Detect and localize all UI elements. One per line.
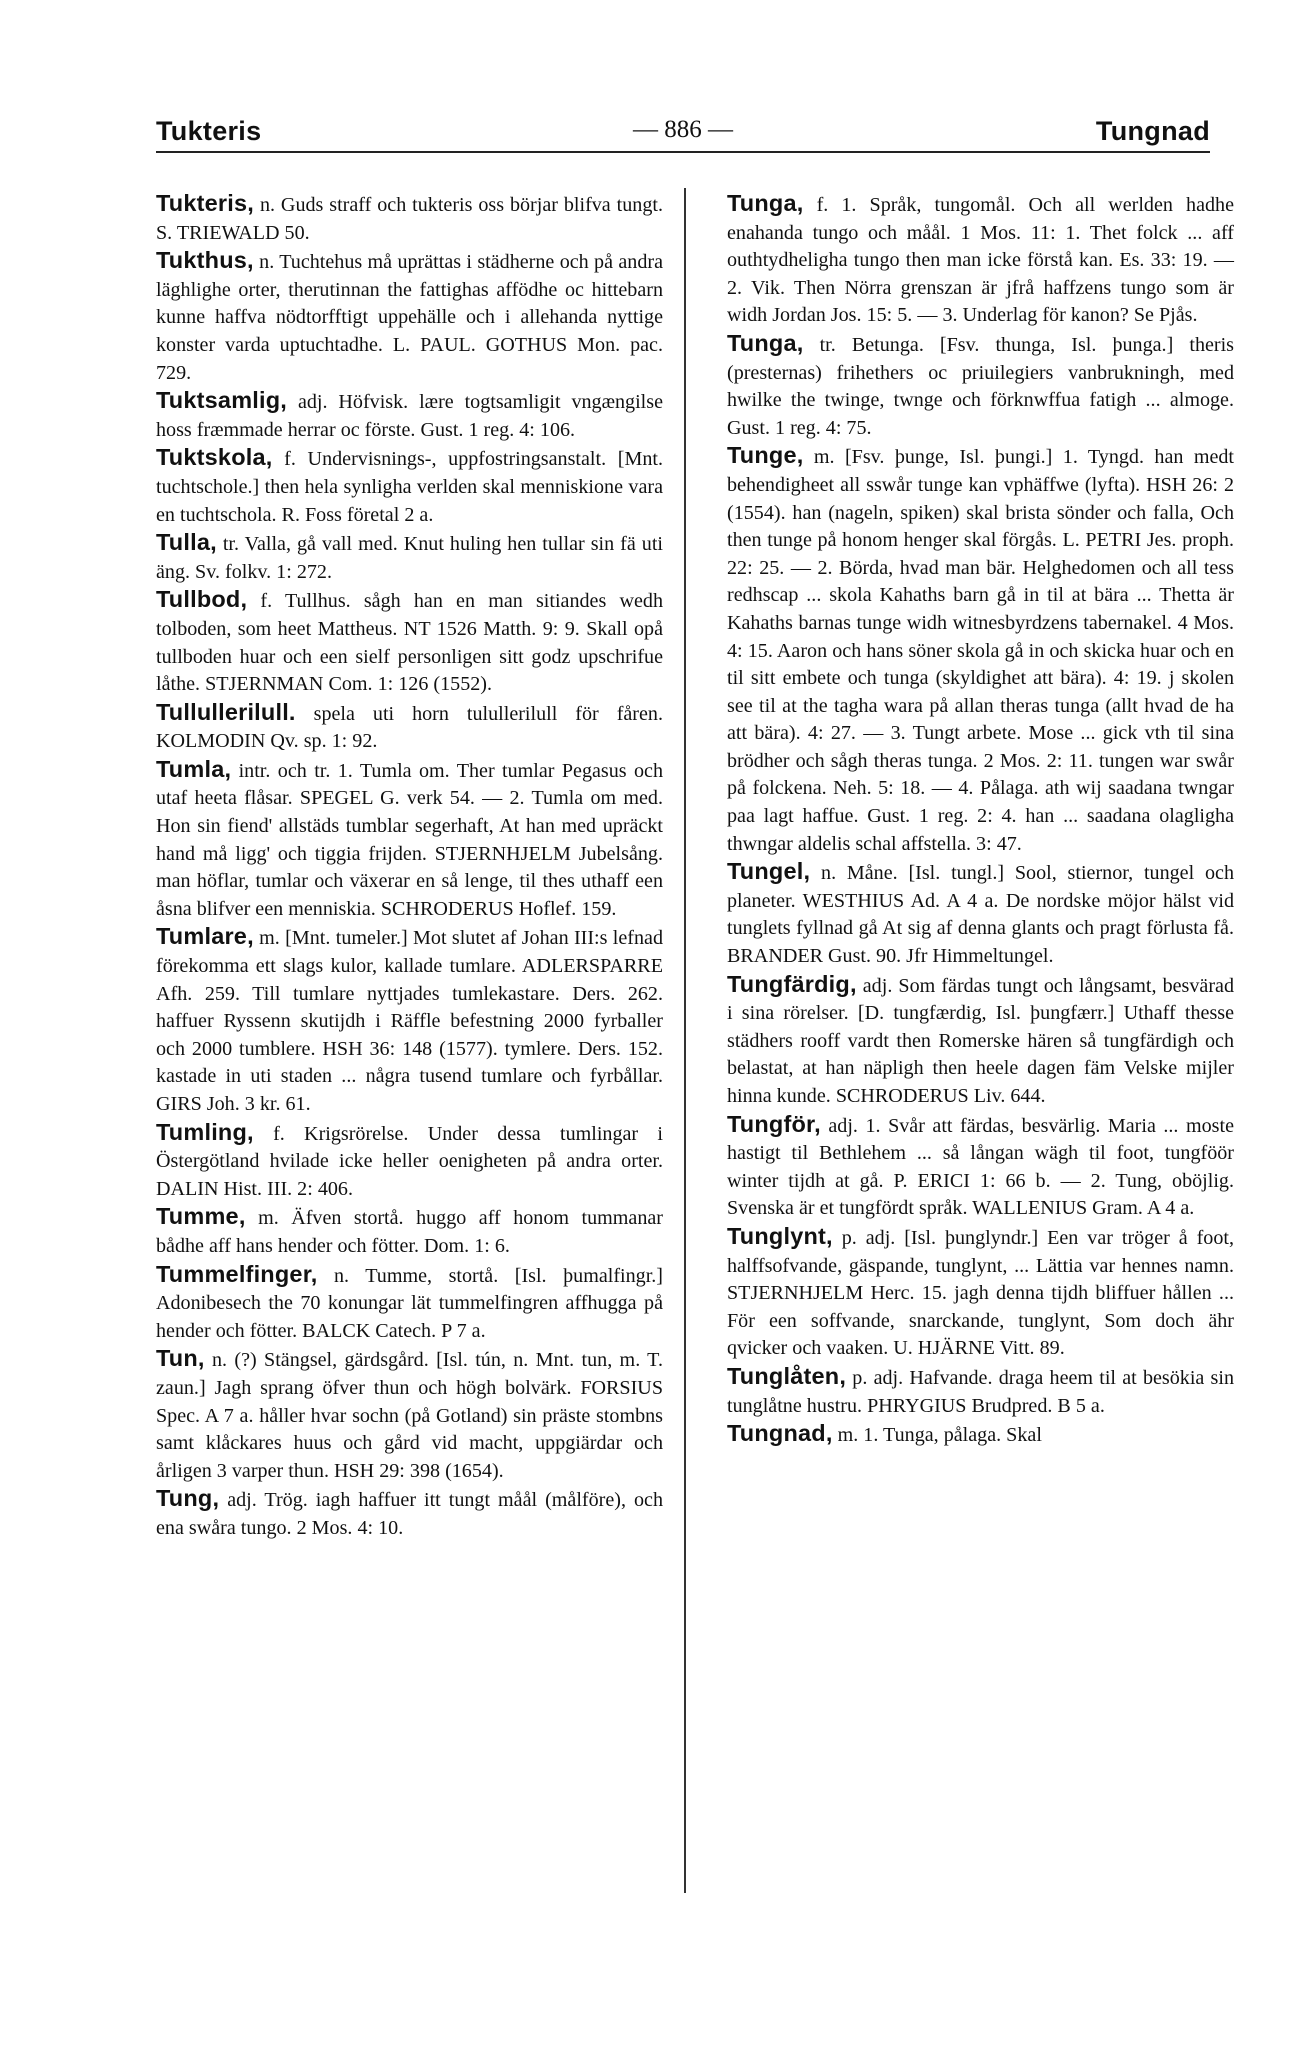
entry [727, 330, 1234, 442]
entry-body: f. 1. Språk, tungomål. Och all werlden hadhe enahanda tungo och måål. 1 Mos. 11: 1. Thet folck ... aff outhtydheligha tungo then man icke förstå kan. Es. 33: 19. — 2. Vik. Then Nörra grenszan är jfrå haffzens tungo som är widh Jordan Jos. 15: 5. — 3. Underlag för kanon? Se Pjås. [727, 194, 1235, 327]
entry-body: n. Tumme, stortå. [Isl. þumalfingr.] Adonibesech the 70 konungar lät tummelfingren affhugga på hender och fötter. BALCK Catech. P 7 a. [156, 1264, 663, 1342]
headword: Tumme, [156, 1203, 246, 1230]
entry-body: p. adj. Hafvande. draga heem til at besökia sin tunglåtne hustru. PHRYGIUS Brudpred. B 5 a. [727, 1366, 1234, 1417]
entry [727, 442, 1234, 858]
headword: Tukteris, [156, 190, 255, 216]
entry-body: f. Tullhus. sågh han en man sitiandes wedh tolboden, som heet Mattheus. NT 1526 Matth. 9: 9. Skall opå tullboden huar och een sielf personligen sitt godz upschrifue låthe. STJERNMAN Com. 1: 126 (1552). [156, 590, 663, 696]
entry-body: adj. Trög. iagh haffuer itt tungt måål (målföre), och ena swåra tungo. 2 Mos. 4: 10. [156, 1489, 663, 1539]
headword: Tummelfinger, [156, 1260, 318, 1287]
entry [156, 190, 663, 247]
entry [727, 1223, 1234, 1363]
running-head [156, 116, 1210, 156]
headword: Tuktsamlig, [156, 387, 288, 414]
column-divider [684, 188, 686, 1893]
headword: Tungel, [727, 858, 811, 885]
headword: Tunge, [727, 442, 804, 469]
entry-body: n. Tuchtehus må uprättas i städherne och på andra läghlighe orter, therutinnan the fattighas affödhe oc hittebarn kunne haffva nödtorfftigt uppehälle och i allehanda nyttige konster varda uptuchtadhe. L. PAUL. GOTHUS Mon. pac. 729. [156, 251, 663, 384]
entry [156, 699, 663, 756]
entry-body: p. adj. [Isl. þunglyndr.] Een var tröger å foot, halffsofvande, gäspande, tunglynt, ... Lättia var hennes namn. STJERNHJELM Herc. 15. jagh denna tijdh bliffuer hållen ... För een soffvande, snarckande, tunglynt, Som doch ähr qvicker och vaaken. U. HJÄRNE Vitt. 89. [727, 1226, 1235, 1360]
entry [156, 1119, 663, 1204]
entry-body: m. 1. Tunga, pålaga. Skal [837, 1424, 1042, 1447]
headword: Tung, [156, 1485, 220, 1512]
entry-body: n. Guds straff och tukteris oss börjar blifva tungt. S. TRIEWALD 50. [156, 194, 663, 244]
entry-body: tr. Betunga. [Fsv. thunga, Isl. þunga.] theris (presternas) frihethers oc priuilegiers vanbrukningh, med hwilke the twinge, twnge och förknwffua fatigh ... almoge. Gust. 1 reg. 4: 75. [727, 333, 1234, 439]
headword: Tumla, [156, 755, 232, 782]
entry [727, 190, 1234, 330]
entry-body: adj. Som färdas tungt och långsamt, besvärad i sina rörelser. [D. tungfærdig, Isl. þungfærr.] Uthaff thesse städhers rooff vardt then Romerske hären så tungfärdigh och belastat, at han näpligh then heele dagen fäm Velske mijler hinna kunde. SCHRODERUS Liv. 644. [727, 974, 1234, 1107]
headword: Tun, [156, 1345, 205, 1372]
headword: Tullullerilull. [156, 698, 296, 725]
entry-body: m. Äfven stortå. huggo aff honom tummanar bådhe aff hans hender och fötter. Dom. 1: 6. [156, 1207, 663, 1257]
entry [727, 1111, 1234, 1223]
headword: Tuktskola, [156, 444, 273, 471]
headword: Tulla, [156, 529, 217, 556]
headword: Tukthus, [156, 247, 254, 274]
entry-body: n. Måne. [Isl. tungl.] Sool, stiernor, tungel och planeter. WESTHIUS Ad. A 4 a. De nordske möjor hälst vid tunglets fyllnad gå At sig af denna glants och pragt förlusta få. BRANDER Gust. 90. Jfr Himmeltungel. [727, 862, 1234, 968]
entry [156, 444, 663, 529]
headword: Tunga, [727, 190, 804, 216]
entry [727, 971, 1234, 1111]
entry-body: tr. Valla, gå vall med. Knut huling hen tullar sin fä uti äng. Sv. folkv. 1: 272. [156, 533, 663, 583]
entry [156, 529, 663, 586]
right-column [727, 190, 1234, 1450]
entry [156, 756, 663, 924]
entry [156, 1345, 663, 1485]
headword: Tullbod, [156, 586, 248, 613]
entry-body: spela uti horn tulullerilull för fåren. KOLMODIN Qv. sp. 1: 92. [156, 702, 663, 753]
left-column [156, 190, 663, 1543]
entry-body: adj. 1. Svår att färdas, besvärlig. Maria ... moste hastigt til Bethlehem ... så långan wägh til foot, tungföör winter tijdh at gå. P. ERICI 1: 66 b. — 2. Tung, oböjlig. Svenska är et tungfördt språk. WALLENIUS Gram. A 4 a. [727, 1114, 1234, 1220]
entry-body: intr. och tr. 1. Tumla om. Ther tumlar Pegasus och utaf heeta flåsar. SPEGEL G. verk 54. — 2. Tumla om med. Hon sin fiend' allstäds tumblar segerhaft, At han med upräckt hand må ligg' och tiggia frijden. STJERNHJELM Jubelsång. man höflar, tumlar och växerar en så lenge, til thes uthaff een åsna blifver een menniskia. SCHRODERUS Hoflef. 159. [156, 759, 663, 920]
headword: Tunglåten, [727, 1362, 847, 1389]
entry [156, 1485, 663, 1542]
entry [727, 1420, 1234, 1450]
entry [156, 586, 663, 698]
entry-body: n. (?) Stängsel, gärdsgård. [Isl. tún, n. Mnt. tun, m. T. zaun.] Jagh sprang öfver thun och högh bolvärk. FORSIUS Spec. A 7 a. håller hvar sochn (på Gotland) sin präste stombns samt klåckares huus och gård vid macht, uppgiärdar och årligen 3 varper thun. HSH 29: 398 (1654). [156, 1349, 663, 1482]
headword: Tunga, [727, 329, 804, 356]
entry [727, 858, 1234, 970]
entry [156, 247, 663, 387]
running-head-left: Tukteris [156, 116, 262, 146]
headword: Tunglynt, [727, 1222, 833, 1249]
page-number: — 886 — [633, 116, 733, 143]
entry [727, 1363, 1234, 1420]
entry-body: adj. Höfvisk. lære togtsamligit vngængilse hoss fræmmade herrar oc förste. Gust. 1 reg. 4: 106. [156, 391, 664, 441]
entry [156, 923, 663, 1118]
header-rule [156, 151, 1210, 153]
entry-body: f. Krigsrörelse. Under dessa tumlingar i Östergötland hvilade icke heller oenigheten på andra orter. DALIN Hist. III. 2: 406. [156, 1122, 663, 1200]
entry [156, 1261, 663, 1346]
entry [156, 387, 663, 444]
headword: Tungfärdig, [727, 970, 857, 997]
entry [156, 1203, 663, 1260]
headword: Tungför, [727, 1110, 821, 1137]
entry-body: f. Undervisnings-, uppfostringsanstalt. [Mnt. tuchtschole.] then hela synligha verlden skal menniskione vara en tuchtschola. R. Foss företal 2 a. [156, 448, 663, 526]
headword: Tumlare, [156, 923, 254, 950]
entry-body: m. [Fsv. þunge, Isl. þungi.] 1. Tyngd. han medt behendigheet all sswår tunge kan vphäffwe (lyfta). HSH 26: 2 (1554). han (nageln, spiken) skal brista sönder och falla, Och then tunge på honom henger skal förgås. L. PETRI Jes. proph. 22: 25. — 2. Börda, hvad man bär. Helghedomen och all tess redhscap ... skola Kahaths barn gå in til at bära ... Thetta är Kahaths barnas tunge widh witnesbyrdzens tabernakel. 4 Mos. 4: 15. Aaron och hans söner skola gå in och skicka huar och en til sitt embete och tunga (skyldighet att bära). 4: 19. j skolen see til at the tagha wara på allan theras tunga (allt hvad de ha att bära). 4: 27. — 3. Tungt arbete. Mose ... gick vth til sina brödher och sågh theras tunga. 2 Mos. 2: 11. tungen war swår på folckena. Neh. 5: 18. — 4. Pålaga. ath wij saadana twngar paa lagt haffue. Gust. 1 reg. 2: 4. han ... saadana olagligha thwngar aldelis schal affstella. 3: 47. [727, 446, 1234, 855]
entry-body: m. [Mnt. tumeler.] Mot slutet af Johan III:s lefnad förekomma ett slags kulor, kallade tumlare. ADLERSPARRE Afh. 259. Till tumlare nyttjades tumlekastare. Ders. 262. haffuer Ryssenn skutijdh i Räffle befestning 2000 fyrballer och 2000 tumblere. HSH 36: 148 (1577). tymlere. Ders. 152. kastade in uti staden ... några tusend tumlare och fyrbållar. GIRS Joh. 3 kr. 61. [156, 927, 663, 1115]
headword: Tungnad, [727, 1420, 833, 1447]
running-head-right: Tungnad [1095, 116, 1210, 146]
headword: Tumling, [156, 1118, 254, 1145]
